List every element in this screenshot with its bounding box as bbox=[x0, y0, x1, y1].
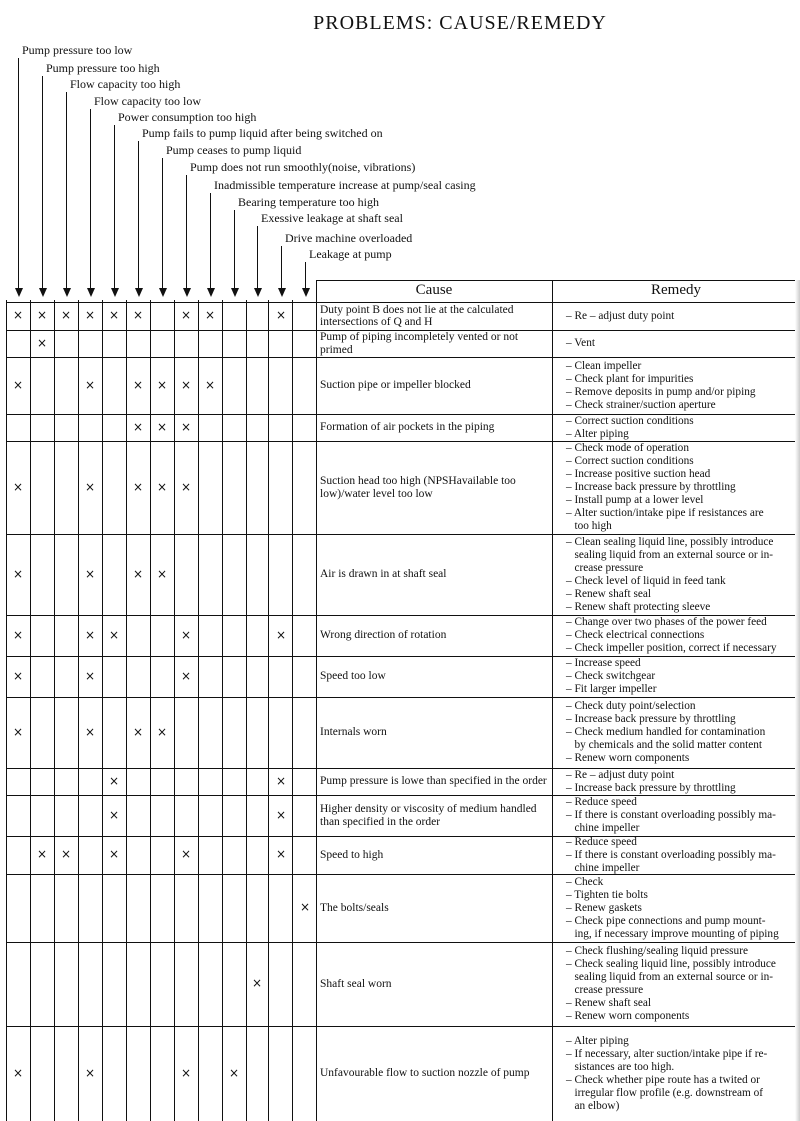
cause-cell: Air is drawn in at shaft seal bbox=[320, 568, 447, 581]
remedy-line: – Remove deposits in pump and/or piping bbox=[566, 385, 756, 398]
mark-row0-col2: × bbox=[60, 308, 72, 322]
remedy-line: – Check whether pipe route has a twited or bbox=[566, 1073, 760, 1086]
remedy-line: – Check bbox=[566, 875, 604, 888]
remedy-line: – Fit larger impeller bbox=[566, 683, 657, 695]
remedy-cell bbox=[566, 874, 800, 942]
mark-row11-col4: × bbox=[108, 847, 120, 861]
remedy-cell bbox=[566, 414, 800, 441]
mark-row0-col5: × bbox=[132, 308, 144, 322]
col-line-9 bbox=[222, 300, 223, 1121]
cause-cell: Formation of air pockets in the piping bbox=[320, 421, 495, 434]
mark-row5-col6: × bbox=[156, 566, 168, 581]
remedy-line: sealing liquid from an external source or in- bbox=[566, 971, 774, 983]
arrowhead-8 bbox=[207, 288, 215, 297]
remedy-line: – Tighten tie bolts bbox=[566, 888, 648, 901]
problem-header-6: Pump ceases to pump liquid bbox=[166, 143, 302, 157]
mark-row14-col3: × bbox=[84, 1065, 96, 1080]
remedy-line: – Check mode of operation bbox=[566, 442, 689, 454]
arrow-line-11 bbox=[281, 246, 282, 288]
mark-row3-col6: × bbox=[156, 419, 168, 434]
arrowhead-4 bbox=[111, 288, 119, 297]
mark-row9-col4: × bbox=[108, 773, 120, 788]
remedy-line: – Renew shaft seal bbox=[566, 997, 652, 1009]
mark-row2-col5: × bbox=[132, 377, 144, 392]
problem-header-7: Pump does not run smoothly(noise, vibrations) bbox=[190, 160, 416, 174]
mark-row1-col1: × bbox=[36, 335, 48, 350]
mark-row12-col12: × bbox=[299, 900, 311, 914]
remedy-line: – Renew worn components bbox=[566, 752, 690, 764]
remedy-cell bbox=[566, 768, 800, 795]
remedy-line: – Check medium handled for contamination bbox=[566, 726, 766, 738]
mark-row3-col7: × bbox=[180, 419, 192, 434]
remedy-line: by chemicals and the solid matter content bbox=[566, 739, 763, 751]
remedy-cell bbox=[566, 836, 800, 874]
remedy-line: – Vent bbox=[566, 337, 595, 349]
problem-header-11: Drive machine overloaded bbox=[285, 231, 413, 245]
remedy-line: – Check sealing liquid line, possibly introduce bbox=[566, 958, 776, 970]
remedy-line: – Install pump at a lower level bbox=[566, 494, 704, 506]
cause-cell: Pump pressure is lowe than specified in the order bbox=[320, 775, 547, 788]
arrowhead-7 bbox=[183, 288, 191, 297]
problem-header-5: Pump fails to pump liquid after being switched on bbox=[142, 126, 383, 140]
cause-cell: The bolts/seals bbox=[320, 901, 389, 914]
remedy-cell bbox=[566, 1026, 800, 1121]
remedy-cell bbox=[566, 330, 800, 357]
mark-row6-col3: × bbox=[84, 627, 96, 642]
mark-row0-col7: × bbox=[180, 308, 192, 322]
col-line-4 bbox=[102, 300, 103, 1121]
remedy-line: – Alter piping bbox=[566, 1034, 629, 1047]
problem-header-9: Bearing temperature too high bbox=[238, 195, 379, 209]
remedy-line: – Re – adjust duty point bbox=[566, 309, 675, 322]
col-line-10 bbox=[246, 300, 247, 1121]
problem-header-8: Inadmissible temperature increase at pump/seal casing bbox=[214, 178, 476, 192]
remedy-line: – Increase back pressure by throttling bbox=[566, 781, 736, 794]
remedy-line: – Check switchgear bbox=[566, 670, 656, 682]
col-line-8 bbox=[198, 300, 199, 1121]
mark-row7-col3: × bbox=[84, 668, 96, 683]
remedy-line: – Check strainer/suction aperture bbox=[566, 398, 716, 411]
cause-cell: Pump of piping incompletely vented or not primed bbox=[320, 331, 519, 356]
mark-row14-col0: × bbox=[12, 1065, 24, 1080]
mark-row0-col8: × bbox=[204, 308, 216, 322]
col-line-6 bbox=[150, 300, 151, 1121]
arrow-line-10 bbox=[257, 226, 258, 288]
mark-row6-col11: × bbox=[275, 627, 287, 642]
remedy-line: – Check impeller position, correct if necessary bbox=[566, 642, 777, 654]
mark-row9-col11: × bbox=[275, 773, 287, 788]
mark-row2-col7: × bbox=[180, 377, 192, 392]
cause-remedy-divider bbox=[552, 280, 553, 1121]
page-edge-shadow bbox=[795, 280, 800, 1121]
mark-row6-col4: × bbox=[108, 627, 120, 642]
mark-row8-col0: × bbox=[12, 724, 24, 739]
arrowhead-9 bbox=[231, 288, 239, 297]
problem-header-2: Flow capacity too high bbox=[70, 77, 181, 91]
problem-header-4: Power consumption too high bbox=[118, 110, 257, 124]
remedy-line: – Alter suction/intake pipe if resistances are bbox=[566, 507, 764, 519]
mark-row2-col0: × bbox=[12, 377, 24, 392]
mark-row4-col5: × bbox=[132, 479, 144, 494]
remedy-cell bbox=[566, 357, 800, 414]
remedy-line: – Renew worn components bbox=[566, 1010, 690, 1022]
mark-row11-col1: × bbox=[36, 847, 48, 861]
col-line-12 bbox=[292, 300, 293, 1121]
arrowhead-3 bbox=[87, 288, 95, 297]
mark-row8-col6: × bbox=[156, 724, 168, 739]
remedy-line: irregular flow profile (e.g. downstream of bbox=[566, 1086, 764, 1099]
cause-cell: Suction pipe or impeller blocked bbox=[320, 379, 471, 392]
remedy-cell bbox=[566, 534, 800, 615]
problem-header-12: Leakage at pump bbox=[309, 247, 392, 261]
arrow-line-12 bbox=[305, 262, 306, 288]
remedy-line: an elbow) bbox=[566, 1099, 620, 1112]
mark-row2-col8: × bbox=[204, 377, 216, 392]
arrow-line-8 bbox=[210, 193, 211, 288]
mark-row14-col7: × bbox=[180, 1065, 192, 1080]
arrow-line-5 bbox=[138, 141, 139, 288]
remedy-cell bbox=[566, 615, 800, 656]
mark-row5-col3: × bbox=[84, 566, 96, 581]
arrowhead-10 bbox=[254, 288, 262, 297]
mark-row0-col4: × bbox=[108, 308, 120, 322]
mark-row4-col6: × bbox=[156, 479, 168, 494]
arrow-line-0 bbox=[18, 58, 19, 288]
remedy-cell bbox=[566, 441, 800, 534]
remedy-line: chine impeller bbox=[566, 822, 640, 834]
remedy-line: – Check plant for impurities bbox=[566, 372, 694, 385]
cause-cell: Internals worn bbox=[320, 726, 387, 739]
mark-row10-col11: × bbox=[275, 807, 287, 822]
cause-cell: Shaft seal worn bbox=[320, 977, 392, 990]
remedy-line: – If there is constant overloading possibly ma- bbox=[566, 848, 776, 861]
remedy-line: – Clean impeller bbox=[566, 359, 642, 372]
mark-row8-col5: × bbox=[132, 724, 144, 739]
remedy-line: – Renew shaft seal bbox=[566, 587, 652, 600]
remedy-line: – Increase positive suction head bbox=[566, 468, 711, 480]
remedy-line: crease pressure bbox=[566, 561, 644, 574]
remedy-cell bbox=[566, 942, 800, 1026]
arrowhead-11 bbox=[278, 288, 286, 297]
mark-row4-col7: × bbox=[180, 479, 192, 494]
remedy-line: chine impeller bbox=[566, 861, 640, 874]
remedy-line: sistances are too high. bbox=[566, 1060, 675, 1073]
arrow-line-2 bbox=[66, 92, 67, 288]
mark-row2-col6: × bbox=[156, 377, 168, 392]
arrow-line-9 bbox=[234, 210, 235, 288]
mark-row0-col1: × bbox=[36, 308, 48, 322]
remedy-line: crease pressure bbox=[566, 984, 644, 996]
remedy-line: – Check electrical connections bbox=[566, 629, 705, 641]
col-line-11 bbox=[268, 300, 269, 1121]
arrow-line-4 bbox=[114, 125, 115, 288]
col-line-7 bbox=[174, 300, 175, 1121]
remedy-line: – Alter piping bbox=[566, 427, 629, 440]
remedy-line: – Check pipe connections and pump mount- bbox=[566, 914, 766, 927]
mark-row0-col0: × bbox=[12, 308, 24, 322]
remedy-line: – Correct suction conditions bbox=[566, 455, 694, 467]
remedy-line: – Reduce speed bbox=[566, 796, 637, 808]
remedy-line: – Change over two phases of the power feed bbox=[566, 616, 767, 628]
mark-row13-col10: × bbox=[251, 976, 263, 990]
remedy-line: – Clean sealing liquid line, possibly introduce bbox=[566, 535, 774, 548]
mark-row5-col5: × bbox=[132, 566, 144, 581]
cause-left-divider bbox=[316, 280, 317, 1121]
cause-cell: Suction head too high (NPSHavailable too low)/water level too low bbox=[320, 475, 516, 500]
mark-row6-col0: × bbox=[12, 627, 24, 642]
cause-cell: Wrong direction of rotation bbox=[320, 629, 447, 642]
arrowhead-5 bbox=[135, 288, 143, 297]
mark-row8-col3: × bbox=[84, 724, 96, 739]
arrowhead-6 bbox=[159, 288, 167, 297]
mark-row0-col11: × bbox=[275, 308, 287, 322]
remedy-line: – Increase back pressure by throttling bbox=[566, 481, 736, 493]
col-line-3 bbox=[78, 300, 79, 1121]
remedy-line: – Increase speed bbox=[566, 657, 641, 669]
cause-cell: Speed too low bbox=[320, 670, 386, 683]
mark-row11-col7: × bbox=[180, 847, 192, 861]
remedy-line: – If there is constant overloading possibly ma- bbox=[566, 809, 776, 821]
remedy-line: – Re – adjust duty point bbox=[566, 768, 675, 781]
remedy-line: – Check duty point/selection bbox=[566, 700, 696, 712]
remedy-line: too high bbox=[566, 520, 612, 532]
remedy-line: – Reduce speed bbox=[566, 835, 637, 848]
remedy-line: sealing liquid from an external source or in- bbox=[566, 548, 774, 561]
arrow-line-3 bbox=[90, 109, 91, 288]
mark-row0-col3: × bbox=[84, 308, 96, 322]
mark-row7-col0: × bbox=[12, 668, 24, 683]
mark-row2-col3: × bbox=[84, 377, 96, 392]
mark-row3-col5: × bbox=[132, 419, 144, 434]
col-line-0 bbox=[6, 300, 7, 1121]
mark-row4-col3: × bbox=[84, 479, 96, 494]
arrowhead-1 bbox=[39, 288, 47, 297]
remedy-line: – Increase back pressure by throttling bbox=[566, 713, 736, 725]
mark-row14-col9: × bbox=[228, 1065, 240, 1080]
remedy-line: – Renew shaft protecting sleeve bbox=[566, 600, 711, 613]
arrow-line-1 bbox=[42, 76, 43, 288]
col-line-2 bbox=[54, 300, 55, 1121]
mark-row6-col7: × bbox=[180, 627, 192, 642]
arrowhead-12 bbox=[302, 288, 310, 297]
mark-row4-col0: × bbox=[12, 479, 24, 494]
arrow-line-7 bbox=[186, 175, 187, 288]
remedy-line: – If necessary, alter suction/intake pipe if re- bbox=[566, 1047, 768, 1060]
problem-header-0: Pump pressure too low bbox=[22, 43, 133, 57]
remedy-line: ing, if necessary improve mounting of piping bbox=[566, 927, 779, 940]
problem-header-1: Pump pressure too high bbox=[46, 61, 160, 75]
remedy-cell bbox=[566, 656, 800, 697]
cause-cell: Speed to high bbox=[320, 848, 384, 861]
arrow-line-6 bbox=[162, 158, 163, 288]
col-line-1 bbox=[30, 300, 31, 1121]
remedy-line: – Check flushing/sealing liquid pressure bbox=[566, 945, 748, 957]
header-top-line bbox=[316, 280, 800, 281]
cause-cell: Higher density or viscosity of medium handled than specified in the order bbox=[320, 803, 537, 828]
cause-cell: Unfavourable flow to suction nozzle of pump bbox=[320, 1067, 530, 1080]
remedy-cell bbox=[566, 302, 800, 330]
mark-row10-col4: × bbox=[108, 807, 120, 822]
cause-cell: Duty point B does not lie at the calculated intersections of Q and H bbox=[320, 303, 514, 328]
cause-header: Cause bbox=[415, 282, 453, 298]
mark-row11-col11: × bbox=[275, 847, 287, 861]
arrowhead-2 bbox=[63, 288, 71, 297]
arrowhead-0 bbox=[15, 288, 23, 297]
mark-row5-col0: × bbox=[12, 566, 24, 581]
page-title: PROBLEMS: CAUSE/REMEDY bbox=[313, 12, 607, 34]
remedy-line: – Correct suction conditions bbox=[566, 414, 694, 427]
remedy-line: – Check level of liquid in feed tank bbox=[566, 574, 726, 587]
remedy-cell bbox=[566, 795, 800, 836]
col-line-5 bbox=[126, 300, 127, 1121]
remedy-cell bbox=[566, 697, 800, 768]
mark-row11-col2: × bbox=[60, 847, 72, 861]
problem-header-3: Flow capacity too low bbox=[94, 94, 201, 108]
remedy-header: Remedy bbox=[651, 282, 701, 298]
problem-header-10: Exessive leakage at shaft seal bbox=[261, 211, 403, 225]
remedy-line: – Renew gaskets bbox=[566, 901, 642, 914]
mark-row7-col7: × bbox=[180, 668, 192, 683]
